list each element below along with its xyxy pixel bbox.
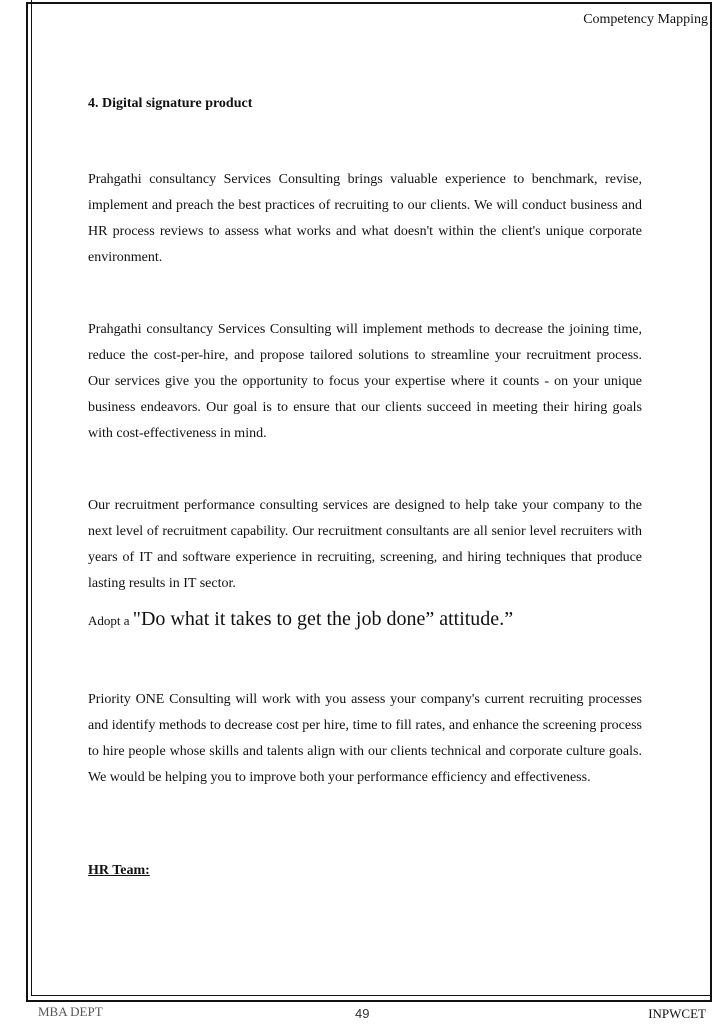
- footer-department: MBA DEPT: [38, 1004, 103, 1019]
- footer-page-number: 49: [355, 1006, 370, 1021]
- paragraph-3: Our recruitment performance consulting services are designed to help take your company to the next level of recruitment capability. Our recruitment consultants are all senior level recruiters with years of IT and software experience in recruiting, screening, and hiring techniques that produce lasting results in IT sector.: [88, 498, 642, 591]
- section-heading: 4. Digital signature product: [88, 96, 253, 111]
- quote-prefix: Adopt a: [88, 613, 133, 628]
- header-title: Competency Mapping: [583, 12, 708, 27]
- paragraph-1: Prahgathi consultancy Services Consulting brings valuable experience to benchmark, revise, implement and preach the best practices of recruiting to our clients. We will conduct business and HR process reviews to assess what works and what doesn't within the client's unique corporate environment.: [88, 172, 642, 265]
- hr-team-heading: HR Team:: [88, 863, 150, 878]
- paragraph-4: Priority ONE Consulting will work with you assess your company's current recruiting processes and identify methods to decrease cost per hire, time to fill rates, and enhance the screening process to hire people whose skills and talents align with our clients technical and corporate culture goals. We would be helping you to improve both your performance efficiency and effectiveness.: [88, 692, 642, 785]
- paragraph-2: Prahgathi consultancy Services Consulting will implement methods to decrease the joining time, reduce the cost-per-hire, and propose tailored solutions to streamline your recruitment process. Our services give you the opportunity to focus your expertise where it counts - on your unique business endeavors. Our goal is to ensure that our clients succeed in meeting their hiring goals with cost-effectiveness in mind.: [88, 322, 642, 441]
- quote-text: "Do what it takes to get the job done” attitude.”: [132, 608, 514, 630]
- footer-institution: INPWCET: [648, 1006, 706, 1021]
- attitude-quote: [88, 608, 513, 631]
